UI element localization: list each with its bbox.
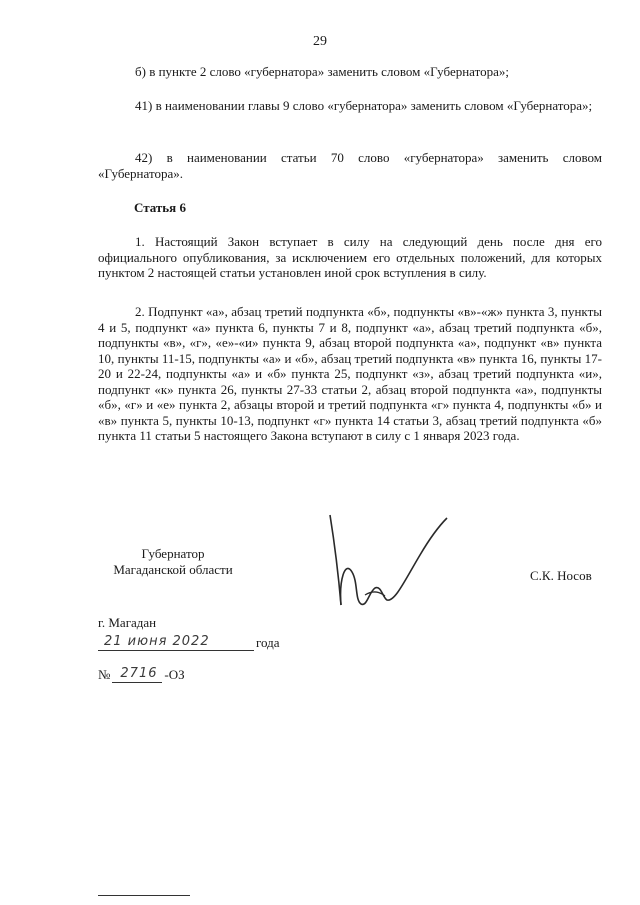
article-heading: Статья 6 bbox=[134, 200, 186, 215]
number-sign: № bbox=[98, 667, 111, 682]
article-6-point-2: 2. Подпункт «а», абзац третий подпункта «б», подпункты «в»-«ж» пункта 3, пункты 4 и 5, подпункт «а» пункта 6, пункты 7 и 8, подпункт «а», абзац третий подпункта «б», подпункты «в», «г», «е»-«и» пункта 9, абзац второй подпункта «а», подпункт «в» пункта 10, пункты 11-15, подпункты «а» и «б», абзац третий подпункта «в» пункта 16, пункты 17-20 и 22-24, подпункты «а» и «б» пункта 25, подпункт «з», абзац третий подпункта «и», подпункт «к» пункта 26, пункты 27-33 статьи 2, абзац второй подпункта «а», подпункты «б», «г» и «е» пункта 2, абзацы второй и третий подпункта «г» пункта 4, подпункты «б» и «в» пункта 5, пункты 10-13, подпункт «г» пункта 14 статьи 3, абзац третий подпункта «б» пункта 11 статьи 5 настоящего Закона вступают в силу с 1 января 2023 года. bbox=[98, 304, 602, 443]
paragraph-b: б) в пункте 2 слово «губернатора» заменить словом «Губернатора»; bbox=[135, 64, 509, 79]
handwritten-number: 2716 bbox=[120, 666, 158, 681]
date-field bbox=[98, 634, 254, 651]
paragraph-41: 41) в наименовании главы 9 слово «губернатора» заменить словом «Губернатора»; bbox=[135, 98, 593, 113]
page-number: 29 bbox=[313, 34, 327, 49]
footer-rule bbox=[98, 895, 190, 896]
signatory-role-line2: Магаданской области bbox=[113, 562, 233, 577]
signatory-role-line1: Губернатор bbox=[141, 546, 205, 561]
number-suffix: -ОЗ bbox=[164, 667, 185, 682]
date-suffix: года bbox=[256, 635, 280, 650]
number-field bbox=[112, 666, 162, 683]
law-number-line bbox=[98, 666, 185, 683]
handwritten-date: 21 июня 2022 bbox=[104, 634, 210, 649]
signatory-name: С.К. Носов bbox=[530, 568, 592, 583]
article-6-point-1: 1. Настоящий Закон вступает в силу на следующий день после дня его официального опубликования, за исключением его отдельных положений, для которых пунктом 2 настоящей статьи установлен иной срок вступления в силу. bbox=[98, 234, 602, 280]
paragraph-42: 42) в наименовании статьи 70 слово «губернатора» заменить словом «Губернатора». bbox=[98, 150, 602, 181]
signatory-title bbox=[98, 546, 248, 578]
city-label: г. Магадан bbox=[98, 615, 157, 630]
date-line bbox=[98, 634, 280, 651]
handwritten-signature bbox=[325, 500, 455, 620]
